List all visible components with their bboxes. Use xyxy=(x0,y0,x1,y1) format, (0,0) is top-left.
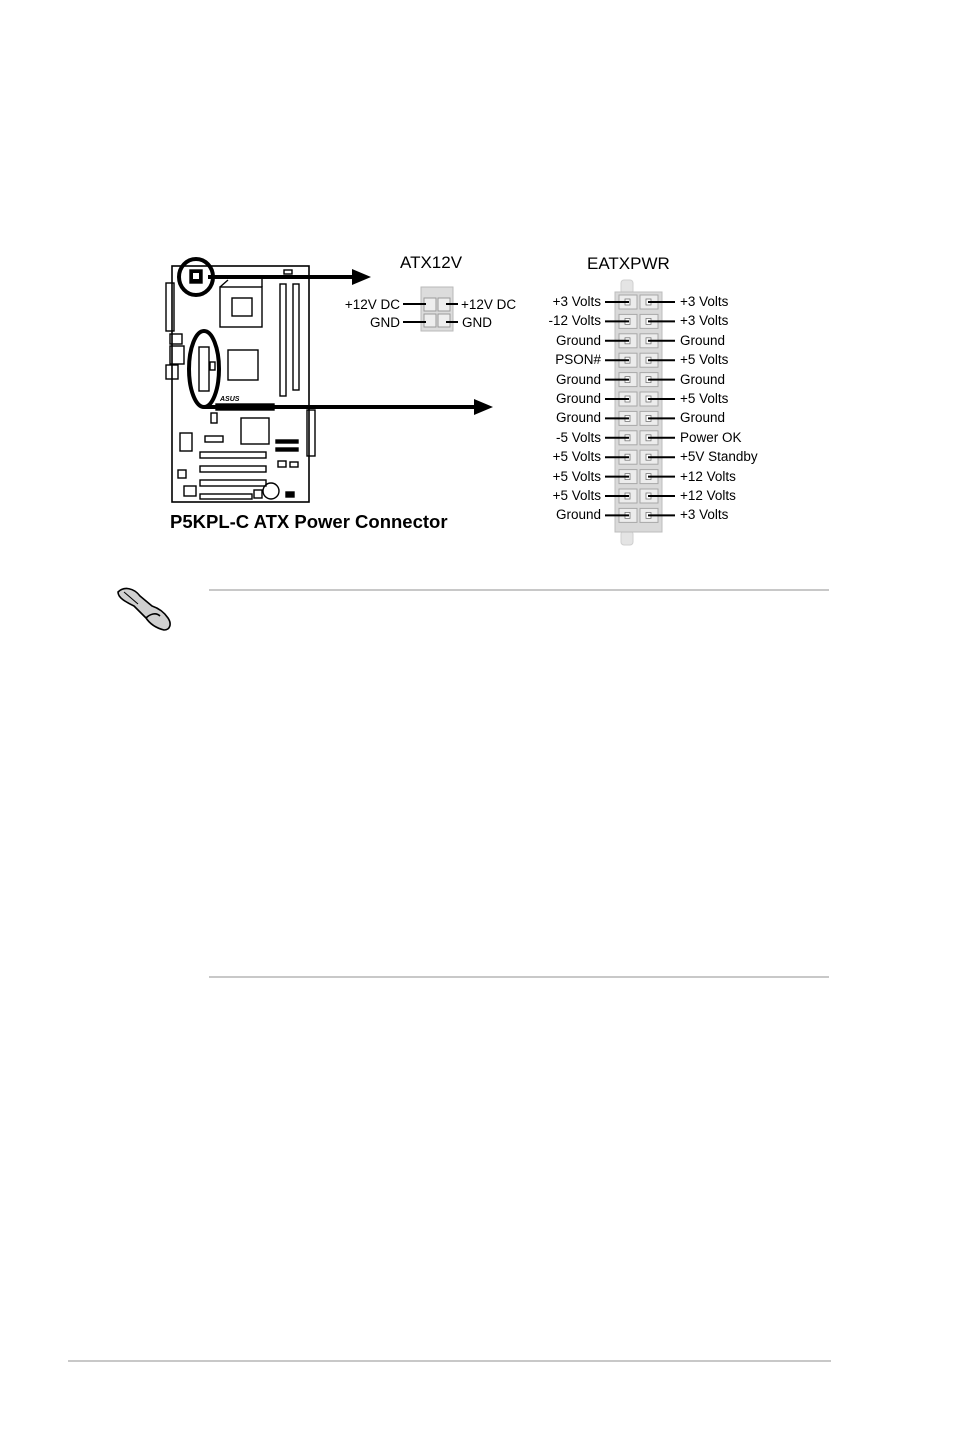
eatxpwr-right-pin-label: +5 Volts xyxy=(680,391,729,406)
eatxpwr-right-pin-label: +3 Volts xyxy=(680,313,729,329)
eatxpwr-left-pin-label: Ground xyxy=(555,507,601,523)
eatxpwr-connector xyxy=(605,280,675,545)
eatxpwr-title: EATXPWR xyxy=(587,254,670,273)
atx12v-pin-label: +12V DC xyxy=(344,297,400,312)
eatxpwr-left-pin-label: -5 Volts xyxy=(555,429,601,445)
eatxpwr-right-pin-label: +5 Volts xyxy=(680,352,729,368)
atx12v-title: ATX12V xyxy=(400,253,463,272)
eatxpwr-left-pin-label: +5 Volts xyxy=(552,468,601,484)
eatxpwr-right-pin-label: +12 Volts xyxy=(680,468,736,484)
eatxpwr-left-pin-label: Ground xyxy=(555,332,601,348)
eatxpwr-right-pin-label: Ground xyxy=(680,371,726,387)
eatxpwr-left-pin-label: -12 Volts xyxy=(548,313,601,329)
hand-note-icon xyxy=(118,589,170,630)
eatxpwr-right-pin-label: Ground xyxy=(680,410,726,426)
eatxpwr-right-pin-label: Ground xyxy=(680,332,726,348)
figure-caption: P5KPL-C ATX Power Connector xyxy=(170,511,448,532)
atx12v-connector xyxy=(403,287,458,331)
eatxpwr-left-pin-label: PSON# xyxy=(555,352,601,368)
asus-logo: ASUS xyxy=(220,396,240,403)
eatxpwr-left-pin-label: Ground xyxy=(555,410,601,426)
eatxpwr-right-pin-label: +12 Volts xyxy=(680,488,736,503)
eatxpwr-left-pin-label: +5 Volts xyxy=(552,449,601,465)
eatxpwr-left-pin-label: Ground xyxy=(555,391,601,406)
eatxpwr-left-pin-label: +5 Volts xyxy=(552,488,601,503)
eatxpwr-right-pin-label: Power OK xyxy=(680,429,742,445)
atx12v-pin-label: GND xyxy=(462,315,492,330)
eatxpwr-left-pin-label: +3 Volts xyxy=(552,294,601,309)
eatxpwr-right-pin-label: +5V Standby xyxy=(680,449,758,465)
eatxpwr-right-pin-label: +3 Volts xyxy=(680,294,729,309)
atx12v-pin-label: +12V DC xyxy=(461,297,517,312)
arrow-atx12v xyxy=(208,269,371,285)
atx12v-pin-label: GND xyxy=(370,315,400,330)
eatxpwr-left-pin-label: Ground xyxy=(555,371,601,387)
eatxpwr-right-pin-label: +3 Volts xyxy=(680,507,729,523)
arrow-eatxpwr xyxy=(204,399,493,415)
